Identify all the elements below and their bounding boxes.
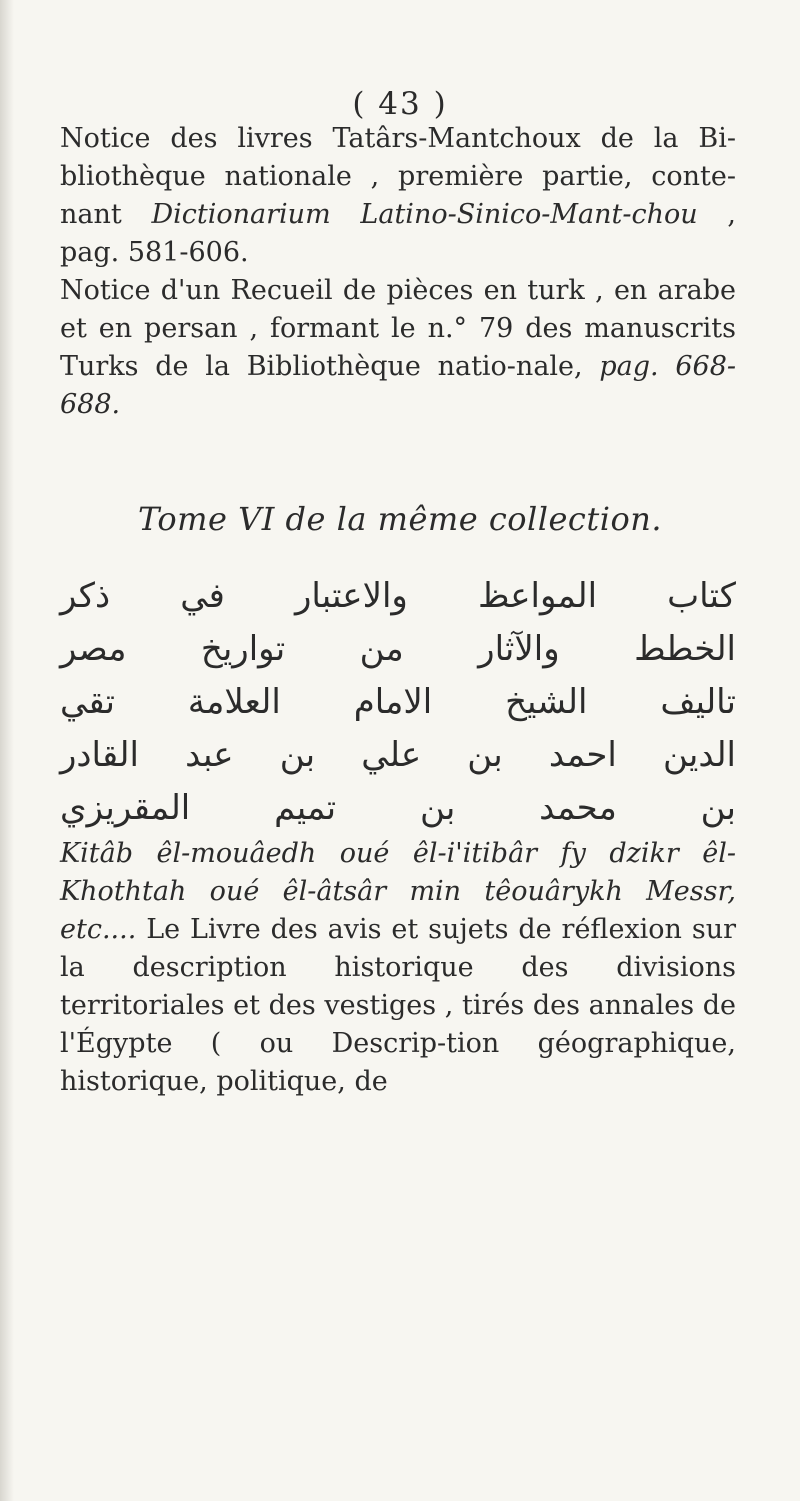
arabic-title-line: كتاب المواعظ والاعتبار في ذكر — [60, 576, 736, 616]
entry2-lead-text: Notice d'un Recueil de pièces en turk , en arabe et en persan , formant le n.° 79 des manuscrits Turks de la Bibliothèque natio-nale, — [60, 275, 736, 382]
entry2-pages: pag. 668-688. — [60, 351, 736, 420]
notice-entry-manchu-books — [60, 120, 736, 272]
page-gutter-shadow — [0, 0, 14, 1501]
entry3-description: Le Livre des avis et sujets de réflexion sur la description historique des divisions territoriales et des vestiges , tirés des annales de l'Égypte ( ou Descrip-tion géographique, historique, politique, de — [60, 914, 736, 1097]
entry1-pages: , pag. 581-606. — [60, 199, 736, 268]
page-number: ( 43 ) — [352, 86, 448, 122]
transliterated-title: Kitâb êl-mouâedh oué êl-i'itibâr fy dzikr êl-Khothtah oué êl-âtsâr min têouârykh Messr, etc.... — [60, 838, 736, 945]
arabic-title-line: بن محمد بن تميم المقريزي — [60, 788, 736, 828]
arabic-title-block — [60, 570, 736, 835]
notice-entry-turkish-collection — [60, 272, 736, 424]
arabic-title-line: تاليف الشيخ الامام العلامة تقي — [60, 682, 736, 722]
arabic-title-line: الدين احمد بن علي بن عبد القادر — [60, 735, 736, 775]
notice-entry-maqrizi-khitat — [60, 835, 736, 1101]
volume-heading: Tome VI de la même collection. — [138, 500, 662, 538]
arabic-title-line: الخطط والآثار من تواريخ مصر — [60, 629, 736, 669]
entry1-dictionary-title: Dictionarium Latino-Sinico-Mant-chou — [151, 199, 698, 230]
entry1-lead-text: Notice des livres Tatârs-Mantchoux de la Bi-bliothèque nationale , première partie, conte-nant — [60, 123, 736, 230]
